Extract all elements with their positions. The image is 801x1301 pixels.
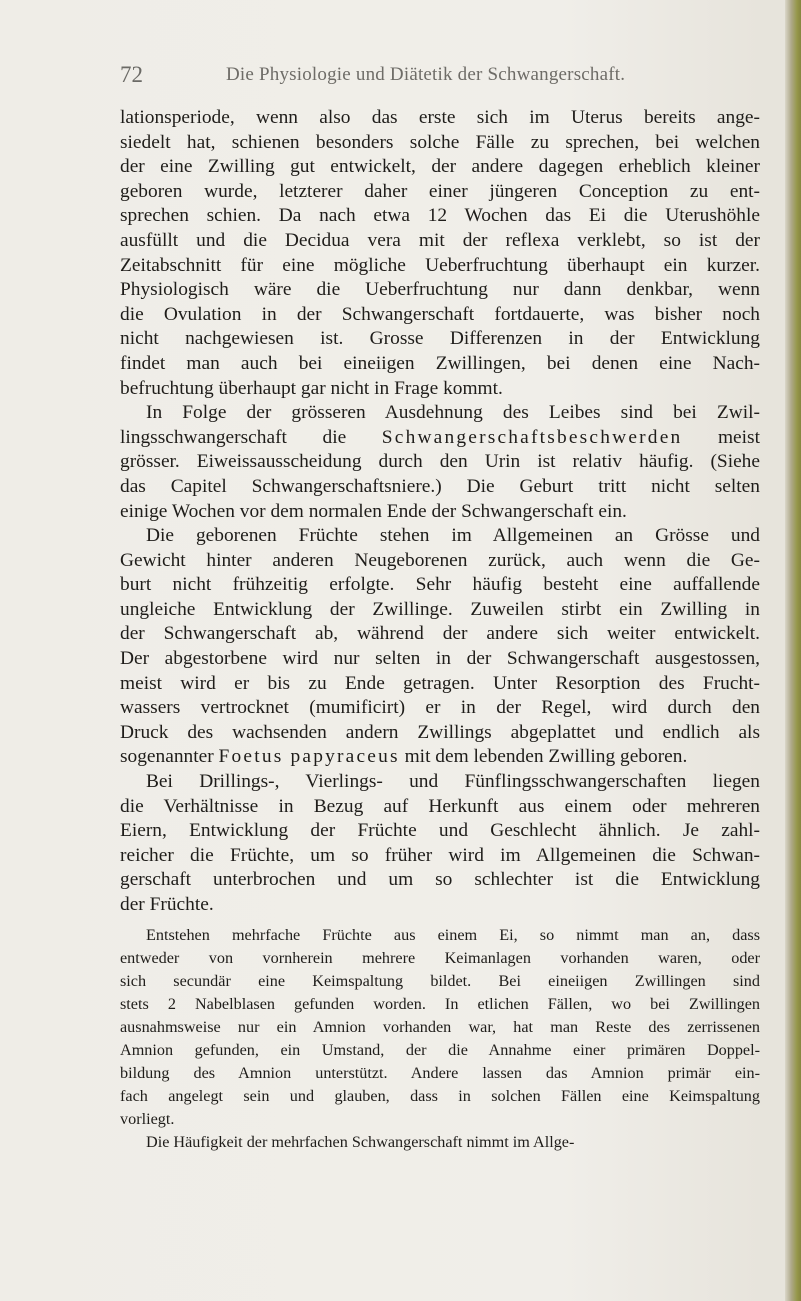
text-line: nicht nachgewiesen ist. Grosse Differenzen in der Entwicklung xyxy=(120,328,760,350)
text-line: die Ovulation in der Schwangerschaft fortdauerte, was bisher noch xyxy=(120,303,760,325)
note-line: sich secundär eine Keimspaltung bildet. Bei eineiigen Zwillingen sind xyxy=(120,971,760,990)
text-run: mit dem lebenden Zwilling geboren. xyxy=(404,746,688,768)
text-line: findet man auch bei eineiigen Zwillingen, bei denen eine Nach- xyxy=(120,352,760,374)
running-head: Die Physiologie und Diätetik der Schwangerschaft. xyxy=(226,64,626,85)
text-line: meist wird er bis zu Ende getragen. Unter Resorption des Frucht- xyxy=(120,672,760,694)
text-run: sogenannter xyxy=(120,746,214,768)
paragraph-start: Bei Drillings-, Vierlings- und Fünflingsschwangerschaften liegen xyxy=(146,771,760,793)
text-line: gerschaft unterbrochen und um so schlechter ist die Entwicklung xyxy=(120,869,760,891)
text-line: reicher die Früchte, um so früher wird im Allgemeinen die Schwan- xyxy=(120,844,760,866)
small-print-note xyxy=(120,924,760,1155)
note-line: entweder von vornherein mehrere Keimanlagen vorhanden waren, oder xyxy=(120,948,760,967)
text-line: wassers vertrocknet (mumificirt) er in der Regel, wird durch den xyxy=(120,697,760,719)
paragraph-start: Die geborenen Früchte stehen im Allgemeinen an Grösse und xyxy=(146,525,760,547)
text-line: der Schwangerschaft ab, während der andere sich weiter entwickelt. xyxy=(120,623,760,645)
text-line: geboren wurde, letzterer daher einer jüngeren Conception zu ent- xyxy=(120,180,760,202)
text-line: das Capitel Schwangerschaftsniere.) Die Geburt tritt nicht selten xyxy=(120,475,760,497)
page-number: 72 xyxy=(120,62,143,87)
text-line: siedelt hat, schienen besonders solche Fälle zu sprechen, bei welchen xyxy=(120,131,760,153)
emphasized-term: Schwangerschaftsbeschwerden xyxy=(381,426,683,448)
text-line: Der abgestorbene wird nur selten in der Schwangerschaft ausgestossen, xyxy=(120,648,760,670)
note-line: ausnahmsweise nur ein Amnion vorhanden war, hat man Reste des zerrissenen xyxy=(120,1017,760,1036)
text-line: Zeitabschnitt für eine mögliche Ueberfruchtung überhaupt ein kurzer. xyxy=(120,254,760,276)
text-line: Druck des wachsenden andern Zwillings abgeplattet und endlich als xyxy=(120,721,760,743)
emphasized-term: Foetus papyraceus xyxy=(218,746,400,768)
text-line xyxy=(120,745,760,770)
note-line: fach angelegt sein und glauben, dass in solchen Fällen eine Keimspaltung xyxy=(120,1087,760,1106)
note-line: Entstehen mehrfache Früchte aus einem Ei, so nimmt man an, dass xyxy=(146,925,760,944)
text-line: der Früchte. xyxy=(120,894,214,915)
text-line: befruchtung überhaupt gar nicht in Frage kommt. xyxy=(120,377,503,399)
note-line: Die Häufigkeit der mehrfachen Schwangerschaft nimmt im Allge- xyxy=(146,1133,575,1152)
note-line: stets 2 Nabelblasen gefunden worden. In etlichen Fällen, wo bei Zwillingen xyxy=(120,994,760,1013)
text-line: die Verhältnisse in Bezug auf Herkunft aus einem oder mehreren xyxy=(120,795,760,817)
text-line: lationsperiode, wenn also das erste sich im Uterus bereits ange- xyxy=(120,107,760,128)
text-line: grösser. Eiweissausscheidung durch den Urin ist relativ häufig. (Siehe xyxy=(120,451,760,473)
text-line: Eiern, Entwicklung der Früchte und Geschlecht ähnlich. Je zahl- xyxy=(120,820,760,842)
page-edge-shadow xyxy=(785,0,801,1301)
text-run: meist xyxy=(717,426,760,448)
text-line: sprechen schien. Da nach etwa 12 Wochen das Ei die Uterushöhle xyxy=(120,205,760,227)
text-line: ausfüllt und die Decidua vera mit der reflexa verklebt, so ist der xyxy=(120,229,760,251)
text-line: Physiologisch wäre die Ueberfruchtung nur dann denkbar, wenn xyxy=(120,279,760,301)
text-line: ungleiche Entwicklung der Zwillinge. Zuweilen stirbt ein Zwilling in xyxy=(120,598,760,620)
text-line: burt nicht frühzeitig erfolgte. Sehr häufig besteht eine auffallende xyxy=(120,574,760,596)
body-text xyxy=(120,106,760,1155)
page-header xyxy=(120,62,760,88)
note-line: Amnion gefunden, ein Umstand, der die Annahme einer primären Doppel- xyxy=(120,1041,760,1060)
text-line: Gewicht hinter anderen Neugeborenen zurück, auch wenn die Ge- xyxy=(120,549,760,571)
text-line: einige Wochen vor dem normalen Ende der Schwangerschaft ein. xyxy=(120,500,627,522)
text-line xyxy=(120,426,760,451)
text-run: lingsschwangerschaft die xyxy=(120,426,347,448)
paragraph-start: In Folge der grösseren Ausdehnung des Leibes sind bei Zwil- xyxy=(146,402,760,424)
text-line: der eine Zwilling gut entwickelt, der andere dagegen erheblich kleiner xyxy=(120,156,760,178)
note-line: vorliegt. xyxy=(120,1110,175,1129)
note-line: bildung des Amnion unterstützt. Andere lassen das Amnion primär ein- xyxy=(120,1064,760,1083)
